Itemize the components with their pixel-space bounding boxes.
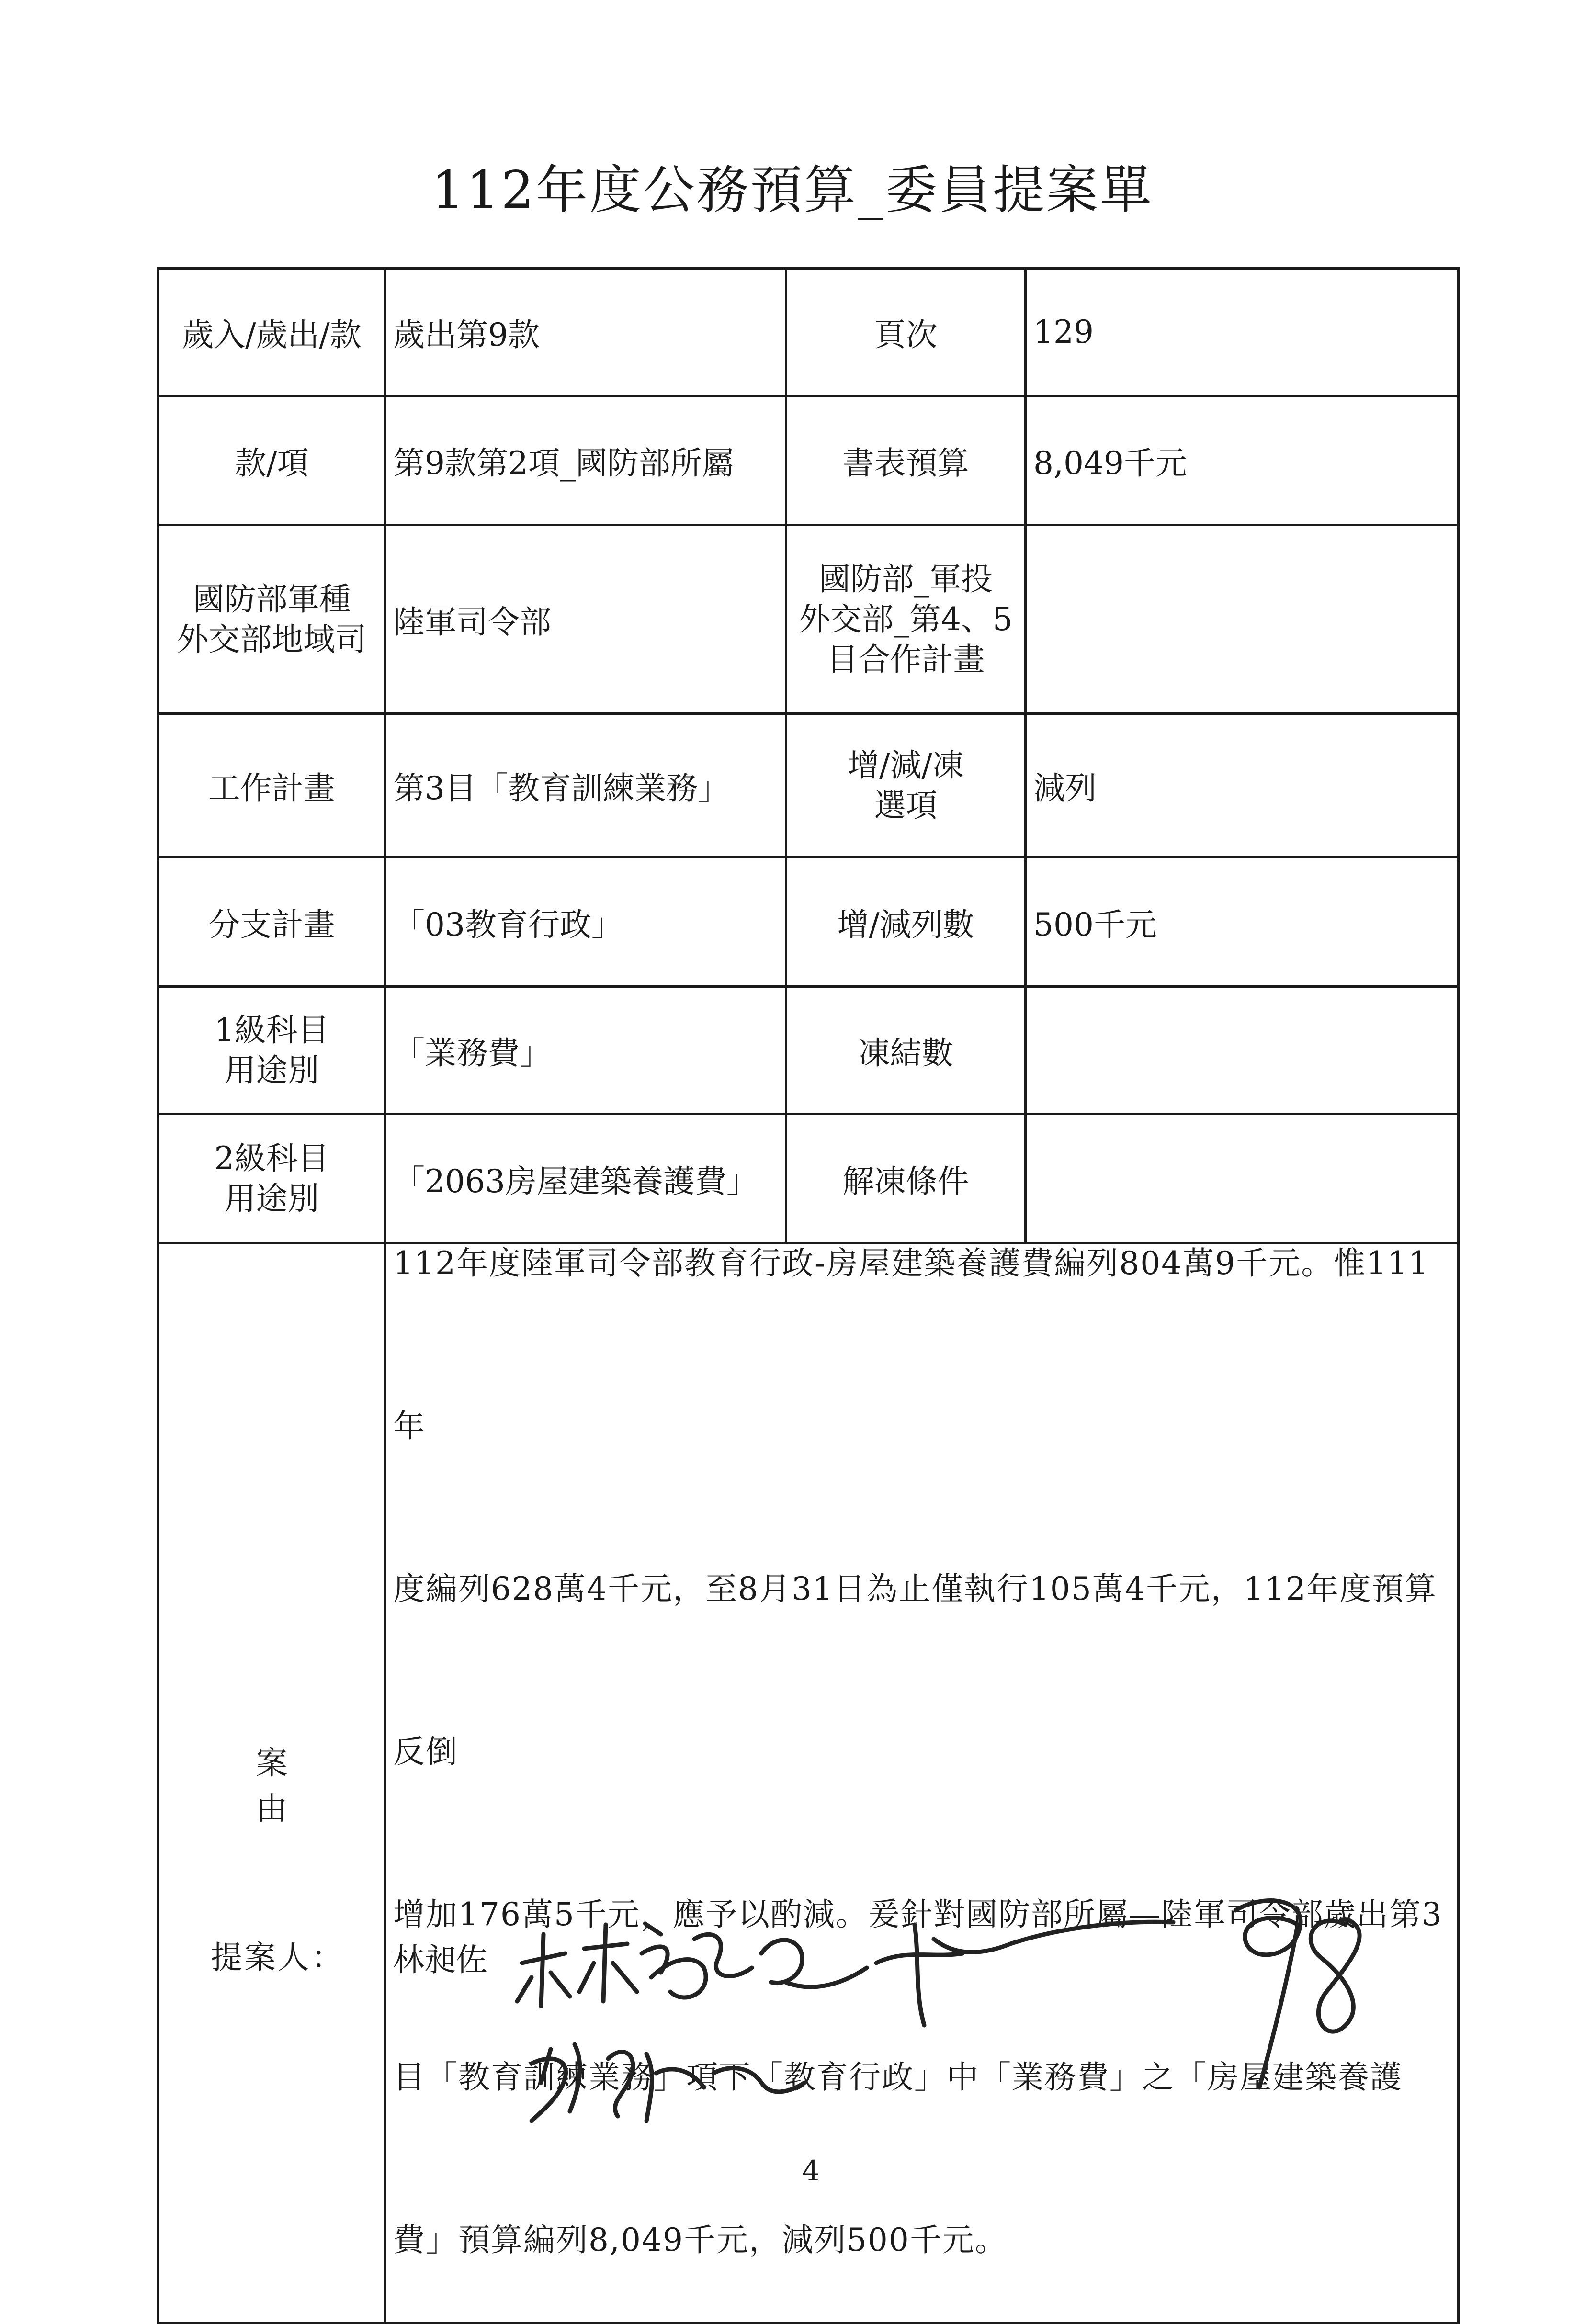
handwritten-signature [503,1882,1437,2140]
label-line: 用途別 [224,1051,319,1089]
value-cell: 129 [1026,269,1459,396]
label-cell: 書表預算 [786,396,1026,525]
value-cell: 陸軍司令部 [385,525,786,714]
value-cell: 「03教育行政」 [385,857,786,987]
label-line: 用途別 [224,1180,319,1217]
label-cell: 分支計畫 [158,857,385,987]
table-row [158,396,1459,525]
label-line: 選項 [874,787,938,824]
value-cell: 歲出第9款 [385,269,786,396]
label-cell [786,714,1026,857]
value-cell: 「業務費」 [385,987,786,1114]
label-line: 國防部軍種 [192,580,351,618]
label-cell: 工作計畫 [158,714,385,857]
label-cell: 解凍條件 [786,1114,1026,1243]
value-cell: 第9款第2項_國防部所屬 [385,396,786,525]
table-row [158,857,1459,987]
page-number: 4 [802,2155,820,2187]
proposer-name: 林昶佐 [393,1941,487,1978]
label-line: 外交部地域司 [177,620,367,658]
label-line: 增/減/凍 [848,746,964,784]
label-cell [158,525,385,714]
table-row [158,714,1459,857]
reason-line: 度編列628萬4千元，至8月31日為止僅執行105萬4千元，112年度預算反倒 [393,1570,1437,1770]
label-line: 2級科目 [214,1139,329,1177]
label-line: 國防部_軍投 [819,560,993,598]
value-cell: 減列 [1026,714,1459,857]
page-title: 112年度公務預算_委員提案單 [431,160,1154,220]
value-cell: 「2063房屋建築養護費」 [385,1114,786,1243]
label-cell: 款/項 [158,396,385,525]
reason-line: 費」預算編列8,049千元，減列500千元。 [393,2222,1008,2258]
value-cell [1026,987,1459,1114]
label-line: 目合作計畫 [826,641,985,678]
label-cell [786,525,1026,714]
label-cell: 增/減列數 [786,857,1026,987]
reason-line: 目「教育訓練業務」項下「教育行政」中「業務費」之「房屋建築養護 [393,2059,1403,2096]
value-cell: 500千元 [1026,857,1459,987]
reason-label: 案由 [158,1243,385,2323]
label-line: 外交部_第4、5 [799,600,1013,638]
table-row [158,987,1459,1114]
value-cell: 第3目「教育訓練業務」 [385,714,786,857]
label-cell [158,1114,385,1243]
table-row [158,525,1459,714]
proposer-label: 提案人： [211,1939,345,1976]
reason-line: 112年度陸軍司令部教育行政-房屋建築養護費編列804萬9千元。惟111年 [393,1245,1430,1444]
label-cell [158,987,385,1114]
label-line: 1級科目 [214,1011,329,1049]
label-cell: 凍結數 [786,987,1026,1114]
reason-text [385,1243,1459,2323]
reason-line: 增加176萬5千元，應予以酌減。爰針對國防部所屬—陸軍司令部歲出第3 [393,1896,1443,1933]
table-row [158,269,1459,396]
value-cell: 8,049千元 [1026,396,1459,525]
label-cell: 歲入/歲出/款 [158,269,385,396]
value-cell [1026,525,1459,714]
label-cell: 頁次 [786,269,1026,396]
